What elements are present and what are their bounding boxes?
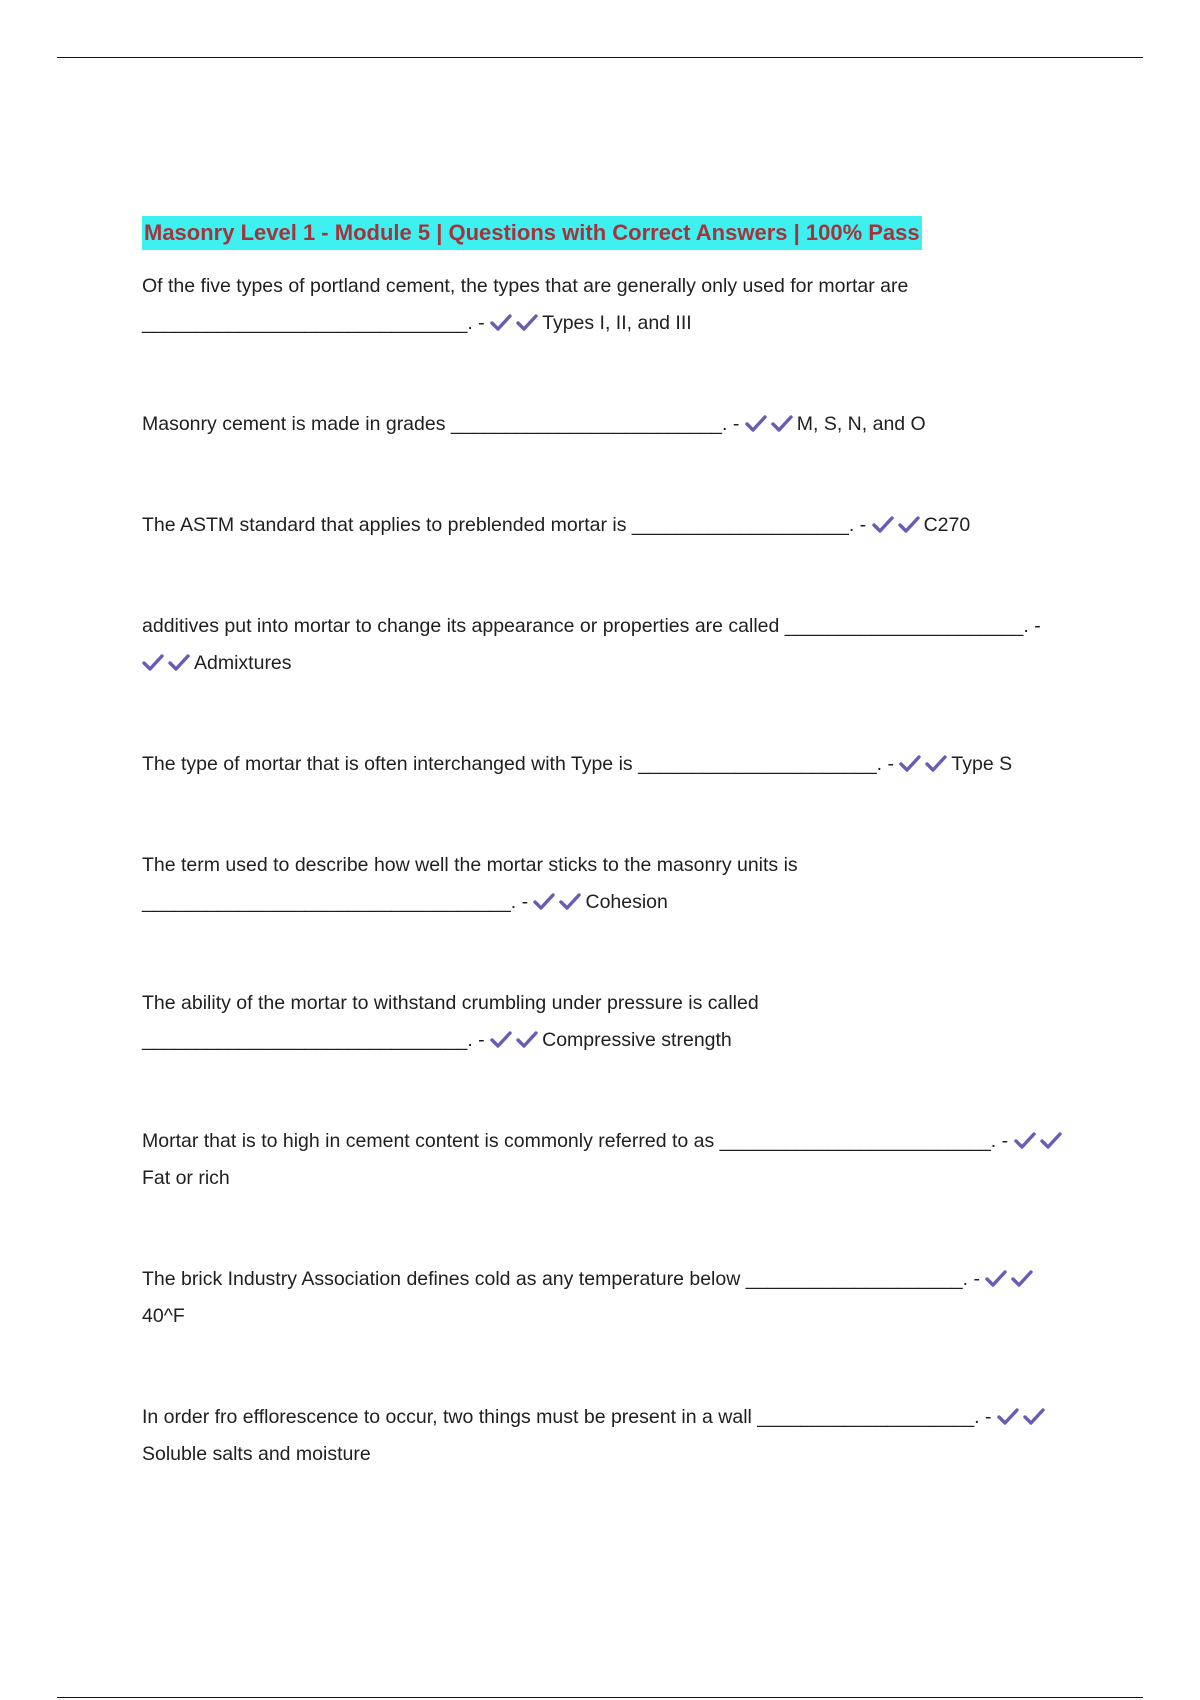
qa-item [142,406,1072,443]
question-text: The ability of the mortar to withstand crumbling under pressure is called ______________________________. - [142,992,759,1051]
check-icon [490,1031,512,1049]
question-text: additives put into mortar to change its appearance or properties are called ______________________. - [142,615,1041,637]
check-icon [559,893,581,911]
qa-item [142,1399,1072,1473]
document-title: Masonry Level 1 - Module 5 | Questions with Correct Answers | 100% Pass [142,216,922,250]
check-icon [925,755,947,773]
answer-text: Type S [951,753,1013,775]
check-icon [745,415,767,433]
check-icon [168,654,190,672]
check-icon [771,415,793,433]
check-icon [1023,1408,1045,1426]
top-divider [57,57,1143,58]
document-body [142,216,1072,1537]
answer-text: C270 [923,514,971,536]
qa-item [142,847,1072,921]
qa-item [142,608,1072,682]
question-text: Of the five types of portland cement, the types that are generally only used for mortar are ______________________________. - [142,275,909,334]
answer-text: M, S, N, and O [796,413,926,435]
answer-text: Compressive strength [542,1029,732,1051]
qa-item [142,268,1072,342]
qa-item [142,985,1072,1059]
answer-text: 40^F [142,1305,185,1327]
question-text: In order fro efflorescence to occur, two things must be present in a wall ____________________. - [142,1406,992,1428]
qa-item [142,1261,1072,1335]
answer-text: Admixtures [194,652,292,674]
check-icon [533,893,555,911]
check-icon [1014,1132,1036,1150]
check-icon [872,516,894,534]
check-icon [490,314,512,332]
question-text: Mortar that is to high in cement content is commonly referred to as _________________________. - [142,1130,1009,1152]
check-icon [898,516,920,534]
question-text: The term used to describe how well the mortar sticks to the masonry units is __________________________________. - [142,854,798,913]
bottom-divider [57,1697,1143,1698]
check-icon [516,314,538,332]
qa-item [142,507,1072,544]
question-text: Masonry cement is made in grades _________________________. - [142,413,740,435]
check-icon [985,1270,1007,1288]
check-icon [899,755,921,773]
check-icon [1040,1132,1062,1150]
answer-text: Types I, II, and III [542,312,692,334]
qa-item [142,746,1072,783]
check-icon [142,654,164,672]
qa-item [142,1123,1072,1197]
question-text: The type of mortar that is often interchanged with Type is ______________________. - [142,753,894,775]
question-text: The brick Industry Association defines cold as any temperature below ____________________. - [142,1268,980,1290]
answer-text: Cohesion [585,891,668,913]
question-text: The ASTM standard that applies to preblended mortar is ____________________. - [142,514,867,536]
answer-text: Fat or rich [142,1167,230,1189]
check-icon [1011,1270,1033,1288]
check-icon [516,1031,538,1049]
check-icon [997,1408,1019,1426]
answer-text: Soluble salts and moisture [142,1443,371,1465]
